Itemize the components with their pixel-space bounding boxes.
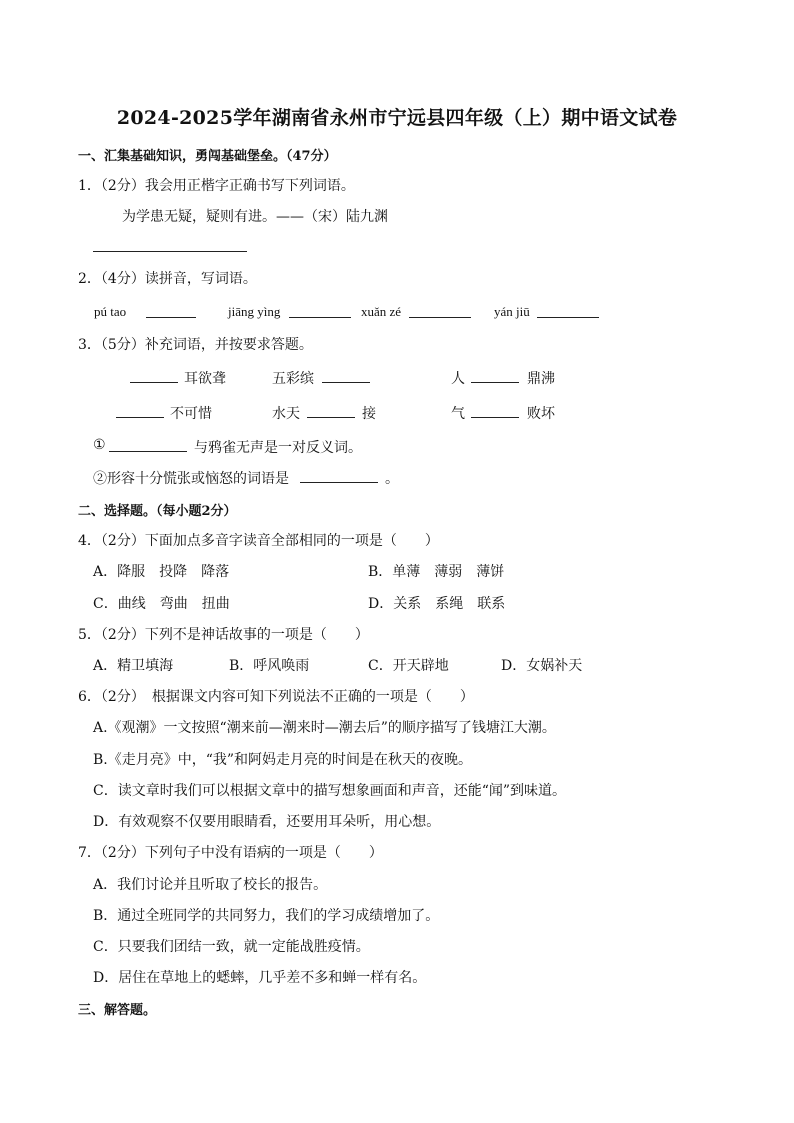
- pinyin-2: [228, 304, 280, 320]
- question-6-option-a[interactable]: A.《观潮》一文按照“潮来前—潮来时—潮去后”的顺序描写了钱塘江大潮。: [93, 720, 556, 736]
- question-4-option-a[interactable]: A．降服 投降 降落: [93, 564, 230, 580]
- section-1-heading: 一、汇集基础知识，勇闯基础堡垒。（47分）: [78, 149, 337, 164]
- question-7-stem: 7．（2分）下列句子中没有语病的一项是（ ）: [78, 845, 383, 861]
- question-4-option-d[interactable]: D．关系 系绳 联系: [368, 596, 506, 612]
- q3-blank-5[interactable]: [307, 417, 355, 418]
- question-4-option-b[interactable]: B．单薄 薄弱 薄饼: [368, 564, 505, 580]
- question-5-stem: 5．（2分）下列不是神话故事的一项是（ ）: [78, 627, 369, 643]
- pinyin-4-blank[interactable]: [537, 317, 599, 318]
- q3-blank-4[interactable]: [116, 417, 164, 418]
- question-7-option-a[interactable]: A．我们讨论并且听取了校长的报告。: [93, 877, 328, 893]
- question-7-option-c[interactable]: C．只要我们团结一致，就一定能战胜疫情。: [93, 939, 370, 955]
- q3-sub1-mark: ①: [93, 437, 106, 453]
- question-5-option-b[interactable]: B．呼风唤雨: [229, 658, 310, 674]
- section-2-heading: 二、选择题。（每小题2分）: [78, 504, 237, 519]
- question-7-option-d[interactable]: D．居住在草地上的蟋蟀，几乎差不多和蝉一样有名。: [93, 970, 427, 986]
- question-2-stem: 2．（4分）读拼音，写词语。: [78, 271, 257, 287]
- q3-word-6b: 败坏: [527, 406, 555, 422]
- q3-word-5b: 接: [362, 406, 376, 422]
- pinyin-2-text: jiāng yìng: [228, 304, 281, 319]
- q3-word-6a: 气: [451, 406, 465, 422]
- pinyin-4-text: yán jiū: [494, 304, 530, 319]
- pinyin-1: [94, 304, 126, 320]
- pinyin-2-blank[interactable]: [289, 317, 351, 318]
- question-6-option-d[interactable]: D．有效观察不仅要用眼睛看，还要用耳朵听，用心想。: [93, 814, 441, 830]
- question-6-option-c[interactable]: C．读文章时我们可以根据文章中的描写想象画面和声音，还能“闻”到味道。: [93, 783, 567, 799]
- q3-sub2-text: ②形容十分慌张或恼怒的词语是: [93, 471, 289, 487]
- question-5-option-a[interactable]: A．精卫填海: [93, 658, 174, 674]
- q3-sub1-blank[interactable]: [109, 451, 187, 452]
- question-1-stem: 1．（2分）我会用正楷字正确书写下列词语。: [78, 178, 355, 194]
- question-6-stem: 6．（2分） 根据课文内容可知下列说法不正确的一项是（ ）: [78, 689, 474, 705]
- q3-word-2: 五彩缤: [272, 371, 314, 387]
- q3-blank-2[interactable]: [322, 382, 370, 383]
- pinyin-1-text: pú tao: [94, 304, 127, 319]
- q3-blank-1[interactable]: [130, 382, 178, 383]
- pinyin-3-blank[interactable]: [409, 317, 471, 318]
- pinyin-1-blank[interactable]: [146, 317, 196, 318]
- q3-blank-3[interactable]: [471, 382, 519, 383]
- q3-blank-6[interactable]: [471, 417, 519, 418]
- question-4-stem: 4．（2分）下面加点多音字读音全部相同的一项是（ ）: [78, 533, 439, 549]
- pinyin-3-text: xuǎn zé: [361, 304, 402, 319]
- question-7-option-b[interactable]: B．通过全班同学的共同努力，我们的学习成绩增加了。: [93, 908, 440, 924]
- question-1-answer-line[interactable]: [93, 251, 247, 252]
- q3-word-3a: 人: [451, 371, 465, 387]
- q3-sub1-text: 与鸦雀无声是一对反义词。: [194, 440, 362, 456]
- question-5-option-c[interactable]: C．开天辟地: [368, 658, 449, 674]
- q3-word-3b: 鼎沸: [527, 371, 555, 387]
- q3-word-4: 不可惜: [170, 406, 212, 422]
- q3-word-1: 耳欲聋: [184, 371, 226, 387]
- question-5-option-d[interactable]: D．女娲补天: [501, 658, 583, 674]
- q3-sub2-blank[interactable]: [300, 482, 378, 483]
- question-1-text: 为学患无疑，疑则有进。——（宋）陆九渊: [122, 209, 388, 225]
- q3-sub2-end: 。: [385, 471, 399, 487]
- page-title: 2024-2025学年湖南省永州市宁远县四年级（上）期中语文试卷: [116, 107, 678, 129]
- question-3-stem: 3．（5分）补充词语，并按要求答题。: [78, 337, 313, 353]
- section-3-heading: 三、解答题。: [78, 1003, 157, 1018]
- question-4-option-c[interactable]: C．曲线 弯曲 扭曲: [93, 596, 230, 612]
- q3-word-5a: 水天: [272, 406, 300, 422]
- pinyin-4: [494, 304, 530, 320]
- pinyin-3: [361, 304, 401, 320]
- question-6-option-b[interactable]: B.《走月亮》中，“我”和阿妈走月亮的时间是在秋天的夜晚。: [93, 752, 473, 768]
